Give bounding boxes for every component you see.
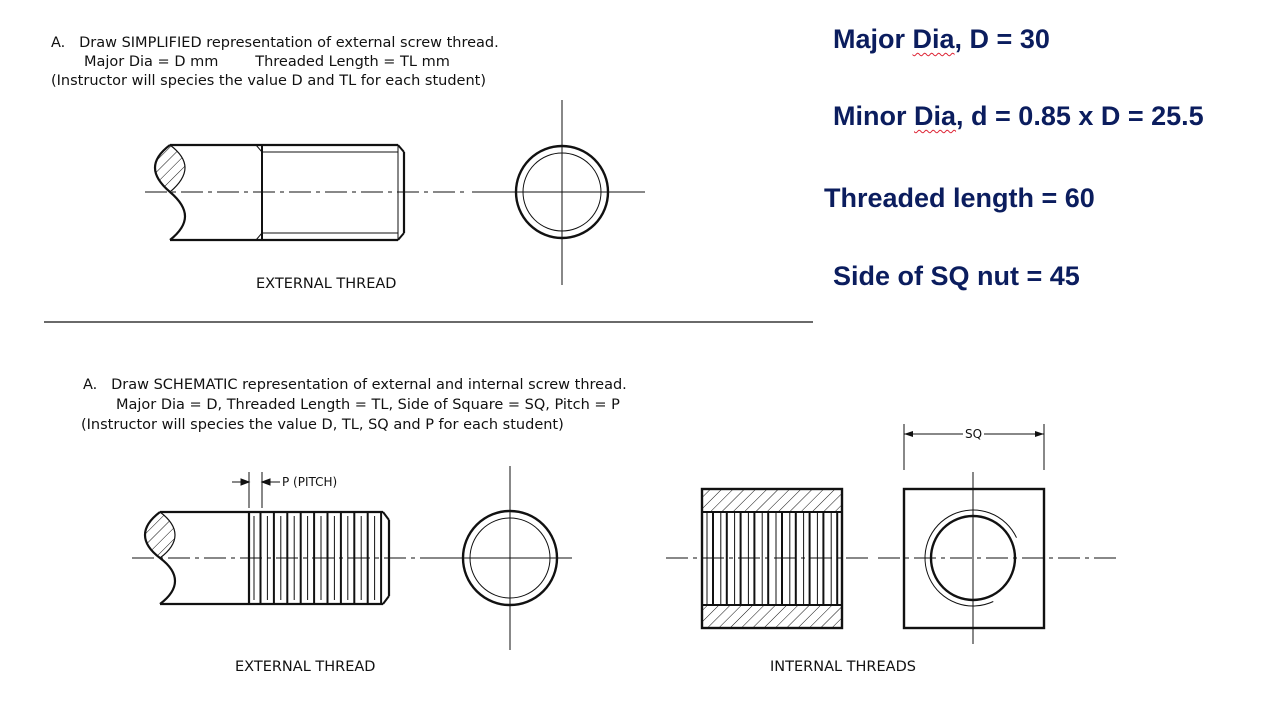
section-b-caption-external: EXTERNAL THREAD [235, 659, 376, 675]
simplified-thread-end-view [472, 100, 645, 285]
simplified-thread-side-view [145, 145, 465, 240]
section-a-instruction-3: (Instructor will species the value D and TL for each student) [51, 73, 486, 89]
section-b-instruction-1: A. Draw SCHEMATIC representation of external and internal screw thread. [83, 377, 627, 393]
section-a-instruction-2: Major Dia = D mm Threaded Length = TL mm [84, 54, 450, 70]
pitch-label: P (PITCH) [282, 475, 338, 489]
section-a-instruction-1: A. Draw SIMPLIFIED representation of external screw thread. [51, 35, 499, 51]
schematic-thread-end-view [420, 466, 572, 650]
section-b-caption-internal: INTERNAL THREADS [770, 659, 916, 675]
internal-thread-ridges [707, 512, 837, 605]
break-hatch-b [145, 512, 175, 558]
sq-label: SQ [965, 427, 983, 441]
section-b-instruction-2: Major Dia = D, Threaded Length = TL, Side of Square = SQ, Pitch = P [116, 397, 620, 413]
threaded-length-value: Threaded length = 60 [824, 183, 1095, 213]
pitch-dimension [232, 472, 280, 508]
sq-nut-value: Side of SQ nut = 45 [833, 261, 1080, 291]
section-a-caption: EXTERNAL THREAD [256, 276, 397, 292]
minor-dia-value: Minor Dia, d = 0.85 x D = 25.5 [833, 101, 1204, 131]
square-nut-end-view [878, 424, 1117, 644]
major-dia-value: Major Dia, D = 30 [833, 24, 1050, 54]
section-b-instruction-3: (Instructor will species the value D, TL, SQ and P for each student) [81, 417, 564, 433]
break-hatch-a [155, 145, 185, 192]
